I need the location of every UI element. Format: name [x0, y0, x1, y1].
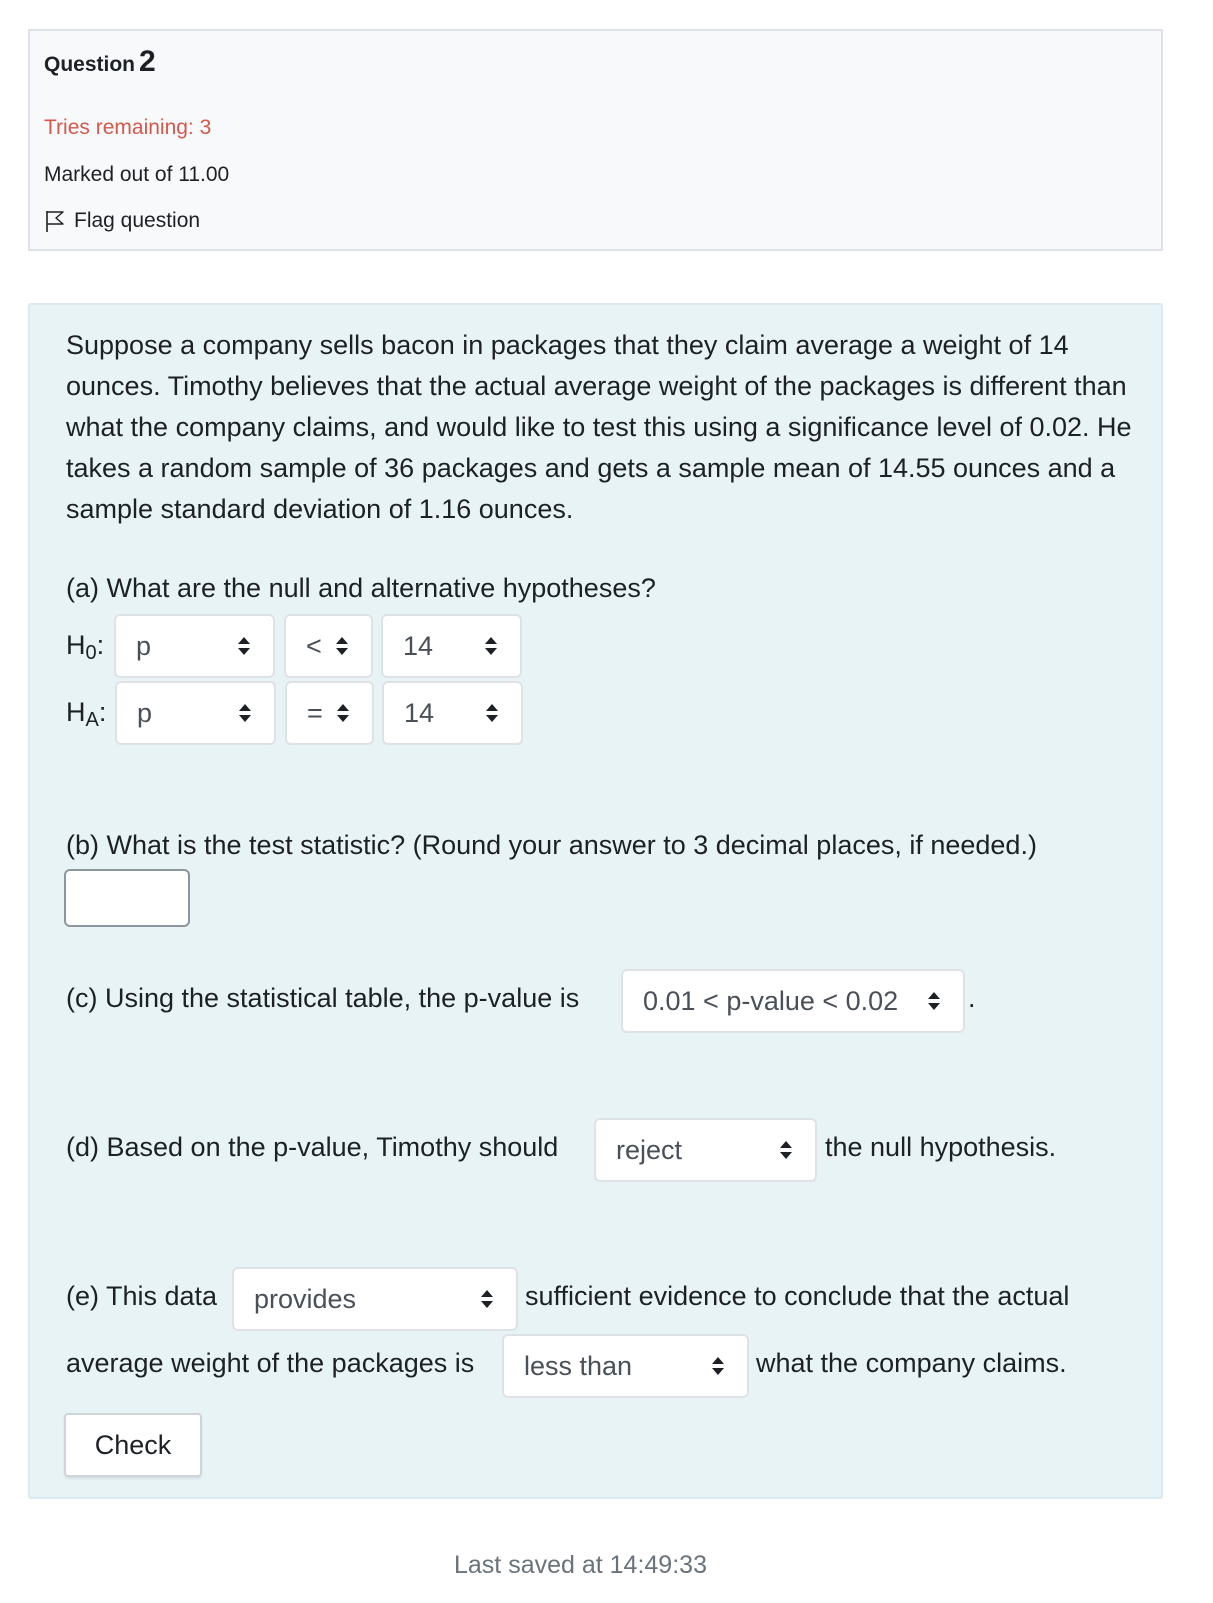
comparison-selected: less than [524, 1350, 633, 1381]
select-arrows-icon [927, 991, 941, 1011]
select-arrows-icon [484, 636, 498, 656]
select-arrows-icon [480, 1289, 494, 1309]
question-info-panel [28, 29, 1163, 251]
decision-selected: reject [616, 1134, 683, 1165]
evidence-select[interactable] [232, 1267, 518, 1331]
part-e-middle: sufficient evidence to conclude that the actual [525, 1281, 1070, 1311]
part-e-suffix: what the company claims. [756, 1348, 1067, 1378]
part-e-prefix: (e) This data [66, 1281, 218, 1311]
select-arrows-icon [237, 636, 251, 656]
h0-subscript: 0 [85, 642, 97, 664]
test-statistic-input[interactable] [64, 869, 190, 927]
question-label: Question [44, 53, 136, 76]
part-e-line2-prefix: average weight of the packages is [66, 1348, 475, 1378]
comparison-select[interactable] [502, 1334, 749, 1398]
ha-value-select[interactable] [382, 681, 523, 745]
h0-parameter-select[interactable] [114, 614, 275, 678]
h0-operator-value: < [306, 630, 322, 661]
question-number [44, 45, 156, 79]
part-b-prompt: (b) What is the test statistic? (Round your answer to 3 decimal places, if needed.) [66, 830, 1037, 860]
flag-outline-icon [44, 209, 66, 233]
last-saved-status: Last saved at 14:49:33 [454, 1551, 707, 1579]
flag-question-label: Flag question [74, 209, 201, 232]
select-arrows-icon [335, 636, 349, 656]
h0-letter: H [66, 630, 86, 660]
ha-colon: : [98, 697, 107, 727]
select-arrows-icon [779, 1140, 793, 1160]
p-value-selected: 0.01 < p-value < 0.02 [643, 985, 899, 1016]
select-arrows-icon [336, 703, 350, 723]
part-c-period: . [968, 983, 976, 1013]
part-d-prompt: (d) Based on the p-value, Timothy should [66, 1132, 559, 1162]
p-value-select[interactable] [621, 969, 965, 1033]
question-content [28, 303, 1163, 1499]
check-button[interactable]: Check [64, 1413, 202, 1477]
part-c-prompt: (c) Using the statistical table, the p-value is [66, 983, 580, 1013]
select-arrows-icon [711, 1356, 725, 1376]
decision-select[interactable] [594, 1118, 817, 1182]
ha-parameter-select[interactable] [115, 681, 276, 745]
select-arrows-icon [238, 703, 252, 723]
part-a-prompt: (a) What are the null and alternative hypotheses? [66, 573, 656, 603]
ha-operator-value: = [307, 697, 323, 728]
ha-value: 14 [404, 697, 435, 728]
h0-value: 14 [403, 630, 434, 661]
ha-letter: H [66, 697, 86, 727]
h0-value-select[interactable] [381, 614, 522, 678]
h0-colon: : [96, 630, 105, 660]
ha-operator-select[interactable] [285, 681, 374, 745]
evidence-selected: provides [254, 1283, 357, 1314]
ha-label [66, 697, 106, 732]
ha-parameter-value: p [137, 697, 153, 728]
h0-operator-select[interactable] [284, 614, 373, 678]
question-number-value: 2 [139, 45, 156, 78]
h0-label [66, 630, 104, 665]
question-text: Suppose a company sells bacon in packages that they claim average a weight of 14 ounces. Timothy believes that the actual average weight of the packages is different than what the company claims, and would like to test this using a significance level of 0.02. He takes a random sample of 36 packages and gets a sample mean of 14.55 ounces and a sample standard deviation of 1.16 ounces. [66, 330, 1132, 524]
tries-remaining: Tries remaining: 3 [44, 116, 212, 139]
ha-subscript: A [85, 709, 99, 731]
marked-out-of: Marked out of 11.00 [44, 163, 230, 186]
h0-parameter-value: p [136, 630, 152, 661]
select-arrows-icon [485, 703, 499, 723]
flag-question-link[interactable] [44, 209, 200, 233]
part-d-suffix: the null hypothesis. [825, 1132, 1057, 1162]
